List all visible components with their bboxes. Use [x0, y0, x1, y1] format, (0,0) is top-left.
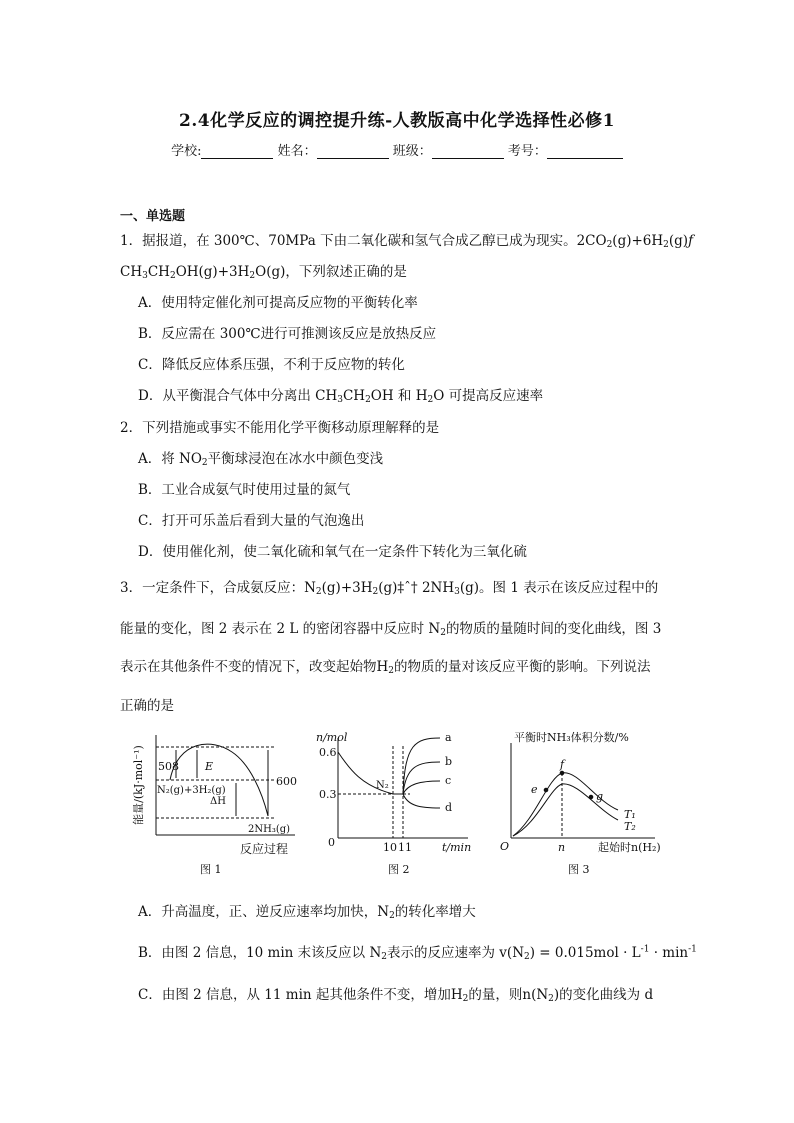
q1-option-a[interactable]: A．使用特定催化剂可提高反应物的平衡转化率	[138, 295, 418, 311]
fig3-ylabel: 平衡时NH₃体积分数/%	[514, 731, 629, 744]
fig2-curve-label-a: a	[445, 731, 452, 744]
fig3-caption: 图 3	[568, 863, 590, 876]
q3-stem-line3: 表示在其他条件不变的情况下，改变起始物$H_2$的物质的量对该反应平衡的影响。下列说法	[120, 659, 651, 676]
q3-stem-line2: 能量的变化，图 2 表示在 2 L 的密闭容器中反应时 $N_2$的物质的量随时间的变化曲线，图 3	[120, 621, 662, 638]
fig3-label-O: O	[500, 840, 510, 853]
fig2-curve-a	[403, 738, 440, 794]
fig3-label-T2: T₂	[624, 820, 636, 833]
fig1-label-600: 600	[276, 775, 297, 788]
q2-option-a[interactable]: A．将 $NO_2$平衡球浸泡在冰水中颜色变浅	[138, 451, 384, 468]
q2-option-b[interactable]: B．工业合成氨气时使用过量的氮气	[138, 482, 351, 498]
fig1-label-508: 508	[158, 760, 179, 773]
fig2-curve-c	[403, 781, 440, 794]
fig1-label-reactants: N₂(g)+3H₂(g)	[157, 785, 226, 796]
fig1-label-dH: ΔH	[210, 796, 226, 807]
fig2-curve-b	[403, 762, 440, 794]
page-title: 2.4化学反应的调控提升练-人教版高中化学选择性必修1	[179, 111, 615, 131]
q2-stem: 2．下列措施或事实不能用化学平衡移动原理解释的是	[120, 420, 440, 436]
q1-stem-line1: 1．据报道，在 300℃、70MPa 下由二氧化碳和氢气合成乙醇已成为现实。$2CO_2(g)+6H_2(g)ƒ$	[120, 233, 694, 250]
fig3-point-f	[560, 771, 564, 775]
fig2-tick-11: 11	[398, 841, 412, 854]
q2-option-d[interactable]: D．使用催化剂，使二氧化硫和氧气在一定条件下转化为三氧化硫	[138, 544, 527, 560]
fig2-ylabel: n/mol	[316, 731, 348, 744]
fig2-curve-label-d: d	[445, 801, 453, 814]
figure-2-n-vs-t	[338, 738, 468, 838]
fig2-tick-10: 10	[383, 841, 397, 854]
fig3-xlabel: 起始时n(H₂)	[598, 841, 661, 854]
fig3-point-e	[544, 788, 548, 792]
fig3-curve-T1	[513, 773, 618, 836]
q1-stem-line2: $CH_3CH_2OH(g)+3H_2O(g)$，下列叙述正确的是	[120, 264, 407, 281]
fig1-caption: 图 1	[200, 863, 222, 876]
name-label: 姓名：	[277, 144, 317, 159]
fig2-curve-label-c: c	[445, 774, 452, 787]
fig2-tick-06: 0.6	[319, 746, 337, 759]
q2-option-c[interactable]: C．打开可乐盖后看到大量的气泡逸出	[138, 513, 365, 529]
section-heading: 一、单选题	[120, 209, 186, 224]
q3-option-b[interactable]: B．由图 2 信息，10 min 末该反应以 $N_2$表示的反应速率为 $v(N_2) = 0.015mol \cdot L^{-1} \cdot \min^{-1}$	[138, 944, 697, 962]
class-label: 班级：	[392, 144, 432, 159]
q1-option-c[interactable]: C．降低反应体系压强，不利于反应物的转化	[138, 357, 405, 373]
fig2-label-N2: N₂	[376, 780, 389, 791]
fig1-ylabel: 能量/(kJ·mol⁻¹)	[132, 745, 145, 825]
fig1-label-E: E	[205, 760, 214, 773]
q3-option-a[interactable]: A．升高温度，正、逆反应速率均加快，$N_2$的转化率增大	[138, 904, 476, 921]
fig2-xlabel: t/min	[442, 841, 472, 854]
q3-stem-line4: 正确的是	[120, 698, 174, 714]
exam-no-label: 考号：	[507, 144, 547, 159]
fig2-curve-label-b: b	[445, 755, 453, 768]
fig2-caption: 图 2	[388, 863, 410, 876]
q1-option-d[interactable]: D．从平衡混合气体中分离出 $CH_3CH_2OH$ 和 $H_2O$ 可提高反应速率	[138, 388, 544, 405]
fig3-label-f: f	[560, 758, 565, 771]
fig3-point-g	[589, 795, 593, 799]
fig1-label-product: 2NH₃(g)	[248, 824, 291, 835]
fig3-label-e: e	[531, 783, 538, 796]
fig2-curve-d	[403, 794, 440, 808]
q3-stem-line1: 3．一定条件下，合成氨反应：$N_2(g)+3H_2(g)\ddagger ˆ\dagger$ $2NH_3(g)$。图 1 表示在该反应过程中的	[120, 580, 659, 597]
fig3-label-n: n	[558, 841, 566, 854]
fig2-tick-0: 0	[328, 836, 335, 849]
fig2-tick-03: 0.3	[319, 788, 337, 801]
q1-option-b[interactable]: B．反应需在 300℃进行可推测该反应是放热反应	[138, 326, 437, 342]
fig3-label-T1: T₁	[624, 808, 636, 821]
q3-option-c[interactable]: C．由图 2 信息，从 11 min 起其他条件不变，增加$H_2$的量，则$n(N_2)$的变化曲线为 d	[138, 987, 654, 1004]
school-label: 学校:	[171, 144, 202, 159]
fig3-label-g: g	[596, 790, 604, 803]
fig1-xlabel: 反应过程	[240, 842, 289, 856]
